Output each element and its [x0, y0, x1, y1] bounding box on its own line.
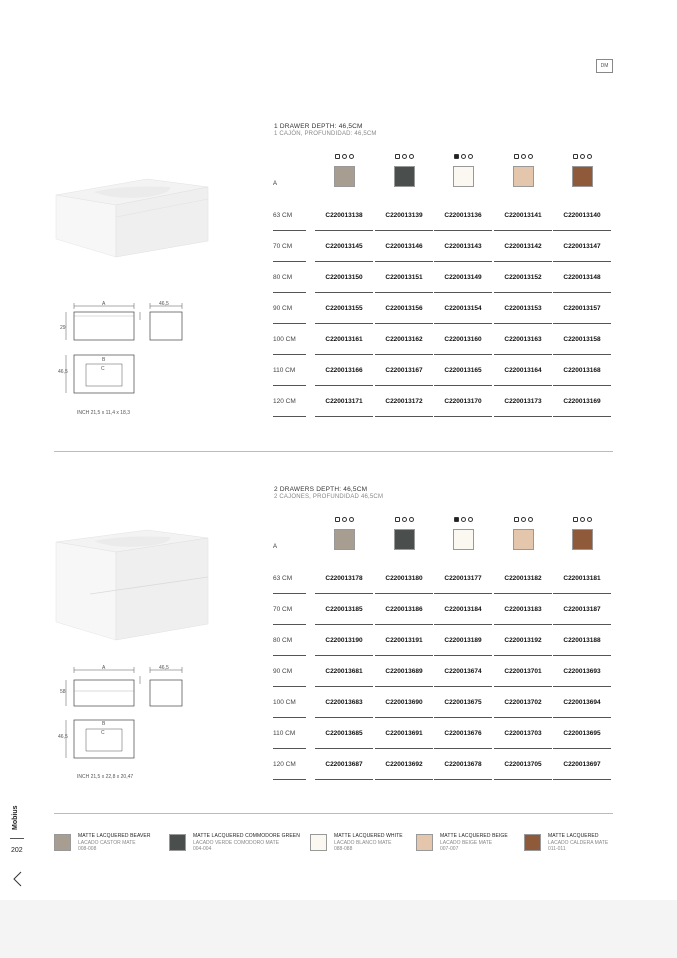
- product-code-cell: C220013173: [494, 386, 552, 417]
- size-cell: 90 CM: [273, 293, 306, 324]
- size-cell: 63 CM: [273, 563, 306, 594]
- product-code-cell: C220013691: [375, 718, 433, 749]
- brand-divider: [10, 838, 24, 839]
- swatch-caldera: [572, 166, 593, 187]
- legend-name: MATTE LACQUERED BEAVER: [78, 833, 151, 839]
- dim-a-label: A: [102, 301, 106, 307]
- finish-symbol-icon: [395, 154, 414, 159]
- product-code-cell: C220013147: [553, 231, 611, 262]
- width-column-label: A: [273, 181, 278, 187]
- product-code-cell: C220013157: [553, 293, 611, 324]
- swatch-white: [453, 529, 474, 550]
- size-cell: 80 CM: [273, 625, 306, 656]
- product-code-cell: C220013697: [553, 749, 611, 780]
- table-row: [273, 262, 613, 293]
- table-row: [273, 749, 613, 780]
- size-cell: 120 CM: [273, 749, 306, 780]
- legend-name-es: LACADO CALDERA MATE: [548, 839, 609, 846]
- dim-b-label: B: [102, 357, 106, 363]
- product-code-cell: C220013681: [315, 656, 373, 687]
- product-code-cell: C220013692: [375, 749, 433, 780]
- legend-name-es: LACADO BLANCO MATE: [334, 839, 392, 846]
- product-code-cell: C220013143: [434, 231, 492, 262]
- product-code-cell: C220013170: [434, 386, 492, 417]
- product-code-cell: C220013155: [315, 293, 373, 324]
- product-code-cell: C220013676: [434, 718, 492, 749]
- table-row: [273, 594, 613, 625]
- product-code-cell: C220013154: [434, 293, 492, 324]
- product-code-cell: C220013190: [315, 625, 373, 656]
- size-cell: 100 CM: [273, 324, 306, 355]
- product-code-cell: C220013162: [375, 324, 433, 355]
- size-cell: 110 CM: [273, 718, 306, 749]
- product-code-cell: C220013183: [494, 594, 552, 625]
- product-code-cell: C220013685: [315, 718, 373, 749]
- finish-symbol-icon: [454, 517, 473, 522]
- legend-code: 008-008: [78, 846, 97, 852]
- legend-code: 004-004: [193, 846, 212, 852]
- product-code-cell: C220013141: [494, 200, 552, 231]
- dimension-drawing: [56, 298, 186, 418]
- finish-legend: [54, 833, 614, 863]
- brand-logo: DM: [596, 59, 613, 73]
- product-code-cell: C220013139: [375, 200, 433, 231]
- product-code-cell: C220013150: [315, 262, 373, 293]
- width-column-label: A: [273, 544, 278, 550]
- finish-symbol-icon: [573, 517, 592, 522]
- table-row: [273, 355, 613, 386]
- size-cell: 100 CM: [273, 687, 306, 718]
- size-cell: 110 CM: [273, 355, 306, 386]
- product-code-cell: C220013701: [494, 656, 552, 687]
- dim-b-label: B: [102, 721, 106, 727]
- product-code-cell: C220013185: [315, 594, 373, 625]
- product-code-cell: C220013678: [434, 749, 492, 780]
- size-cell: 70 CM: [273, 231, 306, 262]
- product-code-cell: C220013145: [315, 231, 373, 262]
- product-code-cell: C220013168: [553, 355, 611, 386]
- legend-name: MATTE LACQUERED: [548, 833, 599, 839]
- legend-name-es: LACADO VERDE COMODORO MATE: [193, 839, 280, 846]
- product-code-cell: C220013140: [553, 200, 611, 231]
- inch-note: INCH 21,5 x 22,8 x 20,47: [77, 774, 134, 780]
- product-code-cell: C220013181: [553, 563, 611, 594]
- dim-c-label: C: [101, 366, 105, 372]
- product-code-cell: C220013187: [553, 594, 611, 625]
- product-code-cell: C220013160: [434, 324, 492, 355]
- product-code-cell: C220013167: [375, 355, 433, 386]
- product-code-cell: C220013693: [553, 656, 611, 687]
- legend-name: MATTE LACQUERED COMMODORE GREEN: [193, 833, 300, 839]
- legend-swatch: [54, 834, 71, 851]
- swatch-caldera: [572, 529, 593, 550]
- product-code-cell: C220013695: [553, 718, 611, 749]
- legend-swatch: [169, 834, 186, 851]
- finish-symbol-icon: [514, 517, 533, 522]
- page-number: 202: [11, 847, 23, 854]
- swatch-row: [273, 529, 613, 553]
- vanity-1-drawer-image: [52, 177, 212, 261]
- product-code-cell: C220013153: [494, 293, 552, 324]
- size-cell: 63 CM: [273, 200, 306, 231]
- product-code-cell: C220013169: [553, 386, 611, 417]
- product-code-cell: C220013180: [375, 563, 433, 594]
- table-row: [273, 200, 613, 231]
- legend-code: 088-088: [334, 846, 353, 852]
- table-row: [273, 324, 613, 355]
- product-code-cell: C220013189: [434, 625, 492, 656]
- dimension-drawing: [56, 666, 186, 786]
- product-code-cell: C220013690: [375, 687, 433, 718]
- product-code-cell: C220013675: [434, 687, 492, 718]
- legend-name-es: LACADO BEIGE MATE: [440, 839, 493, 846]
- section-divider: [54, 451, 613, 452]
- legend-swatch: [416, 834, 433, 851]
- table-row: [273, 386, 613, 417]
- product-code-cell: C220013149: [434, 262, 492, 293]
- product-code-cell: C220013703: [494, 718, 552, 749]
- vanity-2-drawers-image: [52, 528, 212, 644]
- product-code-cell: C220013674: [434, 656, 492, 687]
- product-code-cell: C220013186: [375, 594, 433, 625]
- product-code-cell: C220013191: [375, 625, 433, 656]
- product-code-cell: C220013166: [315, 355, 373, 386]
- product-code-cell: C220013689: [375, 656, 433, 687]
- brand-name: Mobius: [12, 805, 19, 830]
- dim-a-label: A: [102, 665, 106, 671]
- table-row: [273, 687, 613, 718]
- product-code-cell: C220013702: [494, 687, 552, 718]
- dim-depth-label: 46,5: [159, 301, 169, 307]
- finish-symbol-icon: [395, 517, 414, 522]
- table-row: [273, 231, 613, 262]
- swatch-beige: [513, 166, 534, 187]
- dim-side-label: 46,5: [58, 369, 68, 375]
- table-row: [273, 625, 613, 656]
- section-title: 2 DRAWERS DEPTH: 46,5CM: [274, 486, 368, 493]
- product-code-cell: C220013687: [315, 749, 373, 780]
- table-row: [273, 563, 613, 594]
- swatch-beige: [513, 529, 534, 550]
- product-code-cell: C220013178: [315, 563, 373, 594]
- dim-depth-label: 46,5: [159, 665, 169, 671]
- product-code-cell: C220013705: [494, 749, 552, 780]
- product-code-cell: C220013683: [315, 687, 373, 718]
- table-row: [273, 293, 613, 324]
- product-code-cell: C220013164: [494, 355, 552, 386]
- table-row: [273, 656, 613, 687]
- swatch-beaver: [334, 529, 355, 550]
- finish-icons-row: [315, 517, 613, 525]
- swatch-green: [394, 529, 415, 550]
- size-cell: 80 CM: [273, 262, 306, 293]
- product-code-cell: C220013142: [494, 231, 552, 262]
- dim-side-label: 46,5: [58, 734, 68, 740]
- legend-name: MATTE LACQUERED BEIGE: [440, 833, 508, 839]
- size-cell: 90 CM: [273, 656, 306, 687]
- product-code-cell: C220013171: [315, 386, 373, 417]
- legend-code: 007-007: [440, 846, 459, 852]
- swatch-white: [453, 166, 474, 187]
- product-code-cell: C220013152: [494, 262, 552, 293]
- swatch-green: [394, 166, 415, 187]
- section-subtitle: 1 CAJÓN, PROFUNDIDAD: 46,5CM: [274, 131, 377, 137]
- product-code-cell: C220013192: [494, 625, 552, 656]
- product-code-cell: C220013136: [434, 200, 492, 231]
- product-code-cell: C220013172: [375, 386, 433, 417]
- section-title: 1 DRAWER DEPTH: 46,5CM: [274, 123, 363, 130]
- swatch-row: [273, 166, 613, 190]
- legend-name: MATTE LACQUERED WHITE: [334, 833, 403, 839]
- product-code-cell: C220013148: [553, 262, 611, 293]
- swatch-beaver: [334, 166, 355, 187]
- product-code-cell: C220013151: [375, 262, 433, 293]
- size-cell: 70 CM: [273, 594, 306, 625]
- legend-name-es: LACADO CASTOR MATE: [78, 839, 136, 846]
- product-code-cell: C220013182: [494, 563, 552, 594]
- legend-code: 011-011: [548, 846, 566, 852]
- finish-symbol-icon: [335, 517, 354, 522]
- product-code-cell: C220013163: [494, 324, 552, 355]
- size-cell: 120 CM: [273, 386, 306, 417]
- inch-note: INCH 21,5 x 11,4 x 18,3: [77, 410, 130, 416]
- finish-symbol-icon: [573, 154, 592, 159]
- product-code-cell: C220013188: [553, 625, 611, 656]
- product-code-cell: C220013165: [434, 355, 492, 386]
- dim-height-label: 29: [60, 325, 66, 331]
- legend-swatch: [524, 834, 541, 851]
- dim-c-label: C: [101, 730, 105, 736]
- chevron-left-icon[interactable]: [10, 870, 26, 888]
- product-code-cell: C220013694: [553, 687, 611, 718]
- section-subtitle: 2 CAJONES, PROFUNDIDAD 46,5CM: [274, 494, 384, 500]
- product-code-cell: C220013158: [553, 324, 611, 355]
- product-code-cell: C220013161: [315, 324, 373, 355]
- legend-swatch: [310, 834, 327, 851]
- finish-symbol-icon: [335, 154, 354, 159]
- product-code-cell: C220013184: [434, 594, 492, 625]
- finish-icons-row: [315, 154, 613, 162]
- legend-divider: [54, 813, 613, 814]
- product-code-cell: C220013177: [434, 563, 492, 594]
- finish-symbol-icon: [454, 154, 473, 159]
- product-code-cell: C220013156: [375, 293, 433, 324]
- viewer-bottom-bar: [0, 900, 677, 958]
- table-row: [273, 718, 613, 749]
- product-code-cell: C220013146: [375, 231, 433, 262]
- product-code-cell: C220013138: [315, 200, 373, 231]
- dim-height-label: 58: [60, 689, 66, 695]
- finish-symbol-icon: [514, 154, 533, 159]
